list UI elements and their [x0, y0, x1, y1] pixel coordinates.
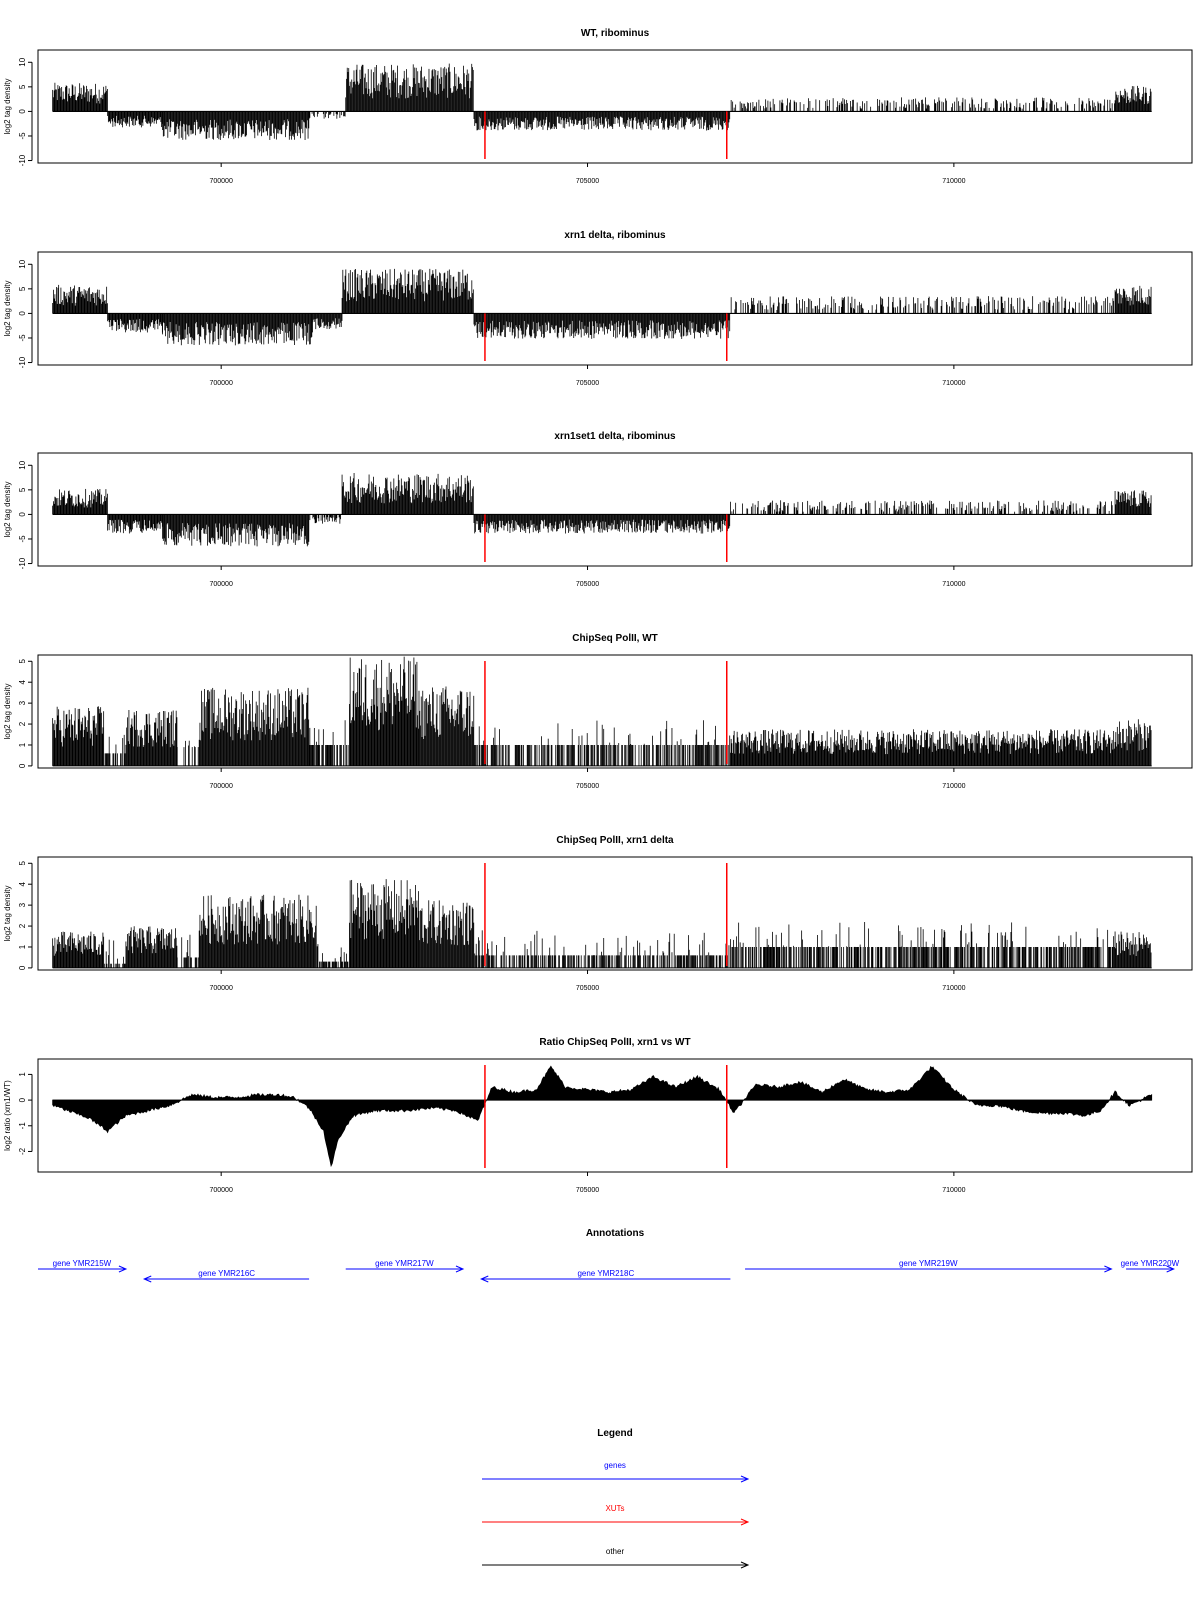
y-tick-label: -10: [18, 154, 27, 167]
y-tick-label: 0: [18, 965, 27, 971]
y-tick-label: 5: [18, 286, 27, 292]
data-bars: [53, 879, 1152, 968]
y-axis-label: log2 tag density: [3, 280, 12, 337]
panel-chipseq-wt: [3, 633, 1192, 790]
y-axis-label: log2 tag density: [3, 885, 12, 942]
y-axis-label: log2 tag density: [3, 78, 12, 135]
y-tick-label: -5: [18, 132, 27, 140]
x-tick-label: 705000: [575, 783, 600, 790]
y-tick-label: 4: [18, 881, 27, 887]
y-tick-label: 0: [18, 512, 27, 517]
y-tick-label: 0: [18, 311, 27, 316]
y-tick-label: 0: [18, 763, 27, 769]
y-tick-label: 10: [18, 460, 27, 470]
x-tick-label: 700000: [209, 380, 233, 387]
panel-title: ChipSeq PolII, xrn1 delta: [556, 835, 674, 846]
y-tick-label: 10: [18, 57, 27, 67]
x-tick-label: 705000: [575, 380, 600, 387]
panel-chipseq-xrn1: [3, 835, 1192, 992]
y-tick-label: 2: [18, 721, 27, 727]
panel-title: ChipSeq PolII, WT: [572, 633, 658, 644]
x-tick-label: 705000: [575, 581, 600, 588]
data-bars: [53, 64, 1152, 140]
panels-group: [3, 28, 1192, 1194]
panel-wt-ribominus: [3, 28, 1192, 185]
y-tick-label: 1: [18, 944, 27, 950]
x-tick-label: 710000: [942, 380, 966, 387]
y-tick-label: 5: [18, 659, 27, 664]
y-tick-label: 5: [18, 487, 27, 493]
x-tick-label: 700000: [209, 178, 233, 185]
panel-title: xrn1 delta, ribominus: [564, 230, 666, 241]
y-axis-label: log2 tag density: [3, 481, 12, 538]
panel-xrn1set1-ribominus: [3, 431, 1192, 588]
data-bars: [53, 473, 1152, 546]
data-bars: [53, 269, 1152, 346]
x-tick-label: 700000: [209, 581, 233, 588]
x-tick-label: 700000: [209, 783, 233, 790]
y-tick-label: -10: [18, 356, 27, 369]
x-tick-label: 705000: [575, 178, 600, 185]
y-tick-label: 4: [18, 679, 27, 685]
y-tick-label: -5: [18, 535, 27, 543]
x-tick-label: 710000: [942, 783, 966, 790]
data-bars: [53, 657, 1152, 766]
panel-title: xrn1set1 delta, ribominus: [554, 431, 676, 442]
y-tick-label: 3: [18, 700, 27, 706]
x-tick-label: 710000: [942, 985, 966, 992]
y-tick-label: 5: [18, 861, 27, 866]
y-tick-label: 1: [18, 742, 27, 748]
y-tick-label: -5: [18, 334, 27, 342]
y-tick-label: 3: [18, 902, 27, 908]
y-tick-label: 2: [18, 923, 27, 929]
panel-xrn1-ribominus: [3, 230, 1192, 387]
x-tick-label: 710000: [942, 178, 966, 185]
y-tick-label: 5: [18, 84, 27, 90]
y-tick-label: -10: [18, 557, 27, 570]
x-tick-label: 700000: [209, 985, 233, 992]
plot-frame: [38, 252, 1192, 365]
y-tick-label: 10: [18, 259, 27, 269]
panel-title: WT, ribominus: [580, 28, 650, 39]
y-tick-label: 0: [18, 109, 27, 114]
y-axis-label: log2 tag density: [3, 683, 12, 740]
x-tick-label: 705000: [575, 985, 600, 992]
plot-frame: [38, 50, 1192, 163]
x-tick-label: 710000: [942, 581, 966, 588]
